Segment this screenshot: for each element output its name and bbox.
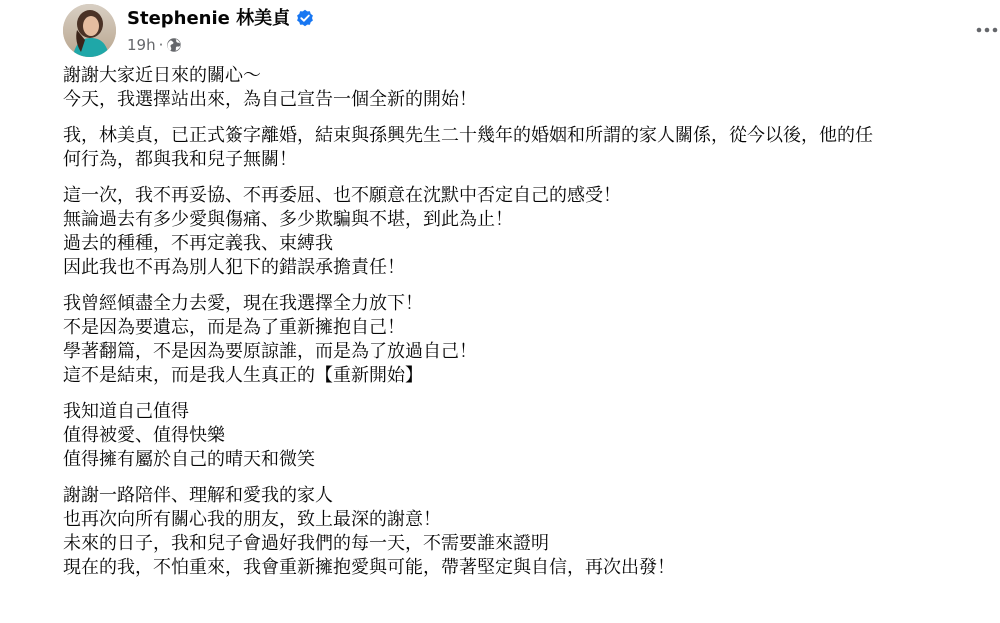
post-line: 謝謝一路陪伴、理解和愛我的家人 — [63, 485, 333, 506]
post-line: 值得被愛、值得快樂 — [63, 425, 225, 446]
post-line: 過去的種種，不再定義我、束縛我 — [63, 233, 333, 254]
post-line: 何行為，都與我和兒子無關！ — [63, 149, 297, 170]
post-line: 這一次，我不再妥協、不再委屈、也不願意在沈默中否定自己的感受！ — [63, 185, 621, 206]
post-message — [63, 64, 963, 592]
post-paragraph — [63, 64, 963, 112]
post-paragraph — [63, 184, 963, 280]
author-name[interactable] — [127, 6, 314, 32]
post-header — [63, 4, 963, 60]
post-line: 這不是結束，而是我人生真正的【重新開始】 — [63, 365, 423, 386]
post-line: 今天，我選擇站出來，為自己宣告一個全新的開始！ — [63, 89, 477, 110]
post-paragraph — [63, 400, 963, 472]
post-line: 學著翻篇，不是因為要原諒誰，而是為了放過自己！ — [63, 341, 477, 362]
post-line: 我知道自己值得 — [63, 401, 189, 422]
post-line: 值得擁有屬於自己的晴天和微笑 — [63, 449, 315, 470]
post-line: 未來的日子，我和兒子會過好我們的每一天，不需要誰來證明 — [63, 533, 549, 554]
post-line: 無論過去有多少愛與傷痛、多少欺騙與不堪，到此為止！ — [63, 209, 513, 230]
post-paragraph — [63, 124, 963, 172]
post-paragraph — [63, 484, 963, 580]
avatar[interactable] — [63, 4, 116, 57]
meta-separator: · — [158, 36, 164, 54]
post-line: 現在的我，不怕重來，我會重新擁抱愛與可能，帶著堅定與自信，再次出發！ — [63, 557, 675, 578]
post-line: 我，林美貞，已正式簽字離婚，結束與孫興先生二十幾年的婚姻和所謂的家人關係，從今以後，他的任 — [63, 125, 873, 146]
author-name-text[interactable]: Stephenie 林美貞 — [127, 8, 291, 29]
post-line: 也再次向所有關心我的朋友，致上最深的謝意！ — [63, 509, 441, 530]
post-line: 因此我也不再為別人犯下的錯誤承擔責任！ — [63, 257, 405, 278]
globe-icon[interactable] — [166, 37, 182, 53]
post-line: 我曾經傾盡全力去愛，現在我選擇全力放下！ — [63, 293, 423, 314]
more-options-button[interactable] — [969, 12, 1000, 48]
post-line: 不是因為要遺忘，而是為了重新擁抱自己！ — [63, 317, 405, 338]
post-paragraph — [63, 292, 963, 388]
post-line: 謝謝大家近日來的關心～ — [63, 65, 261, 86]
verified-badge-icon — [296, 9, 314, 27]
more-horizontal-icon — [976, 27, 998, 33]
avatar-photo — [63, 4, 116, 57]
post-timestamp[interactable]: 19h — [127, 36, 156, 54]
post-meta — [127, 34, 182, 56]
